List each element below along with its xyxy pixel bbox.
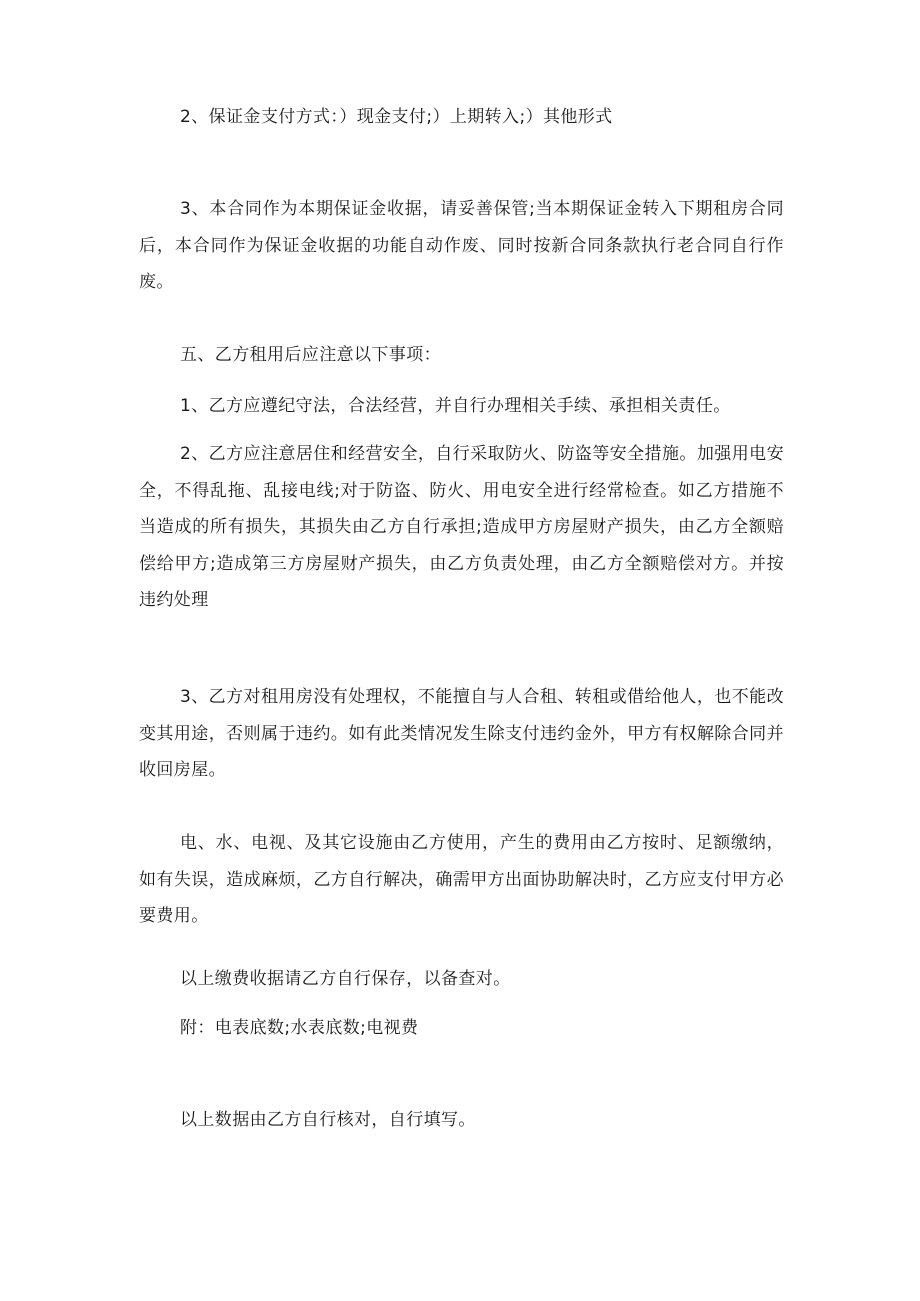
safety-clause: 2、乙方应注意居住和经营安全，自行采取防火、防盗等安全措施。加强用电安全，不得乱拖、乱接电线;对于防盗、防火、用电安全进行经常检查。如乙方措施不当造成的所有损失，其损失由乙方自行承担;造成甲方房屋财产损失，由乙方全额赔偿给甲方;造成第三方房屋财产损失，由乙方负责处理，由乙方全额赔偿对方。并按违约处理 <box>139 444 784 610</box>
meter-readings-attachment: 附：电表底数;水表底数;电视费 <box>180 1018 419 1038</box>
compliance-clause: 1、乙方应遵纪守法，合法经营，并自行办理相关手续、承担相关责任。 <box>180 396 731 416</box>
receipt-clause: 3、本合同作为本期保证金收据，请妥善保管;当本期保证金转入下期租房合同后，本合同作为保证金收据的功能自动作废、同时按新合同条款执行老合同自行作废。 <box>139 199 784 292</box>
data-verification-note: 以上数据由乙方自行核对，自行填写。 <box>180 1110 476 1130</box>
utilities-clause: 电、水、电视、及其它设施由乙方使用，产生的费用由乙方按时、足额缴纳，如有失误，造成麻烦，乙方自行解决，确需甲方出面协助解决时，乙方应支付甲方必要费用。 <box>139 833 784 926</box>
section-five-heading: 五、乙方租用后应注意以下事项： <box>180 345 441 365</box>
payment-method-clause: 2、保证金支付方式：）现金支付;）上期转入;）其他形式 <box>180 107 613 127</box>
sublease-clause: 3、乙方对租用房没有处理权，不能擅自与人合租、转租或借给他人，也不能改变其用途，否则属于违约。如有此类情况发生除支付违约金外，甲方有权解除合同并收回房屋。 <box>139 687 784 780</box>
receipt-keeping-note: 以上缴费收据请乙方自行保存，以备查对。 <box>180 969 511 989</box>
